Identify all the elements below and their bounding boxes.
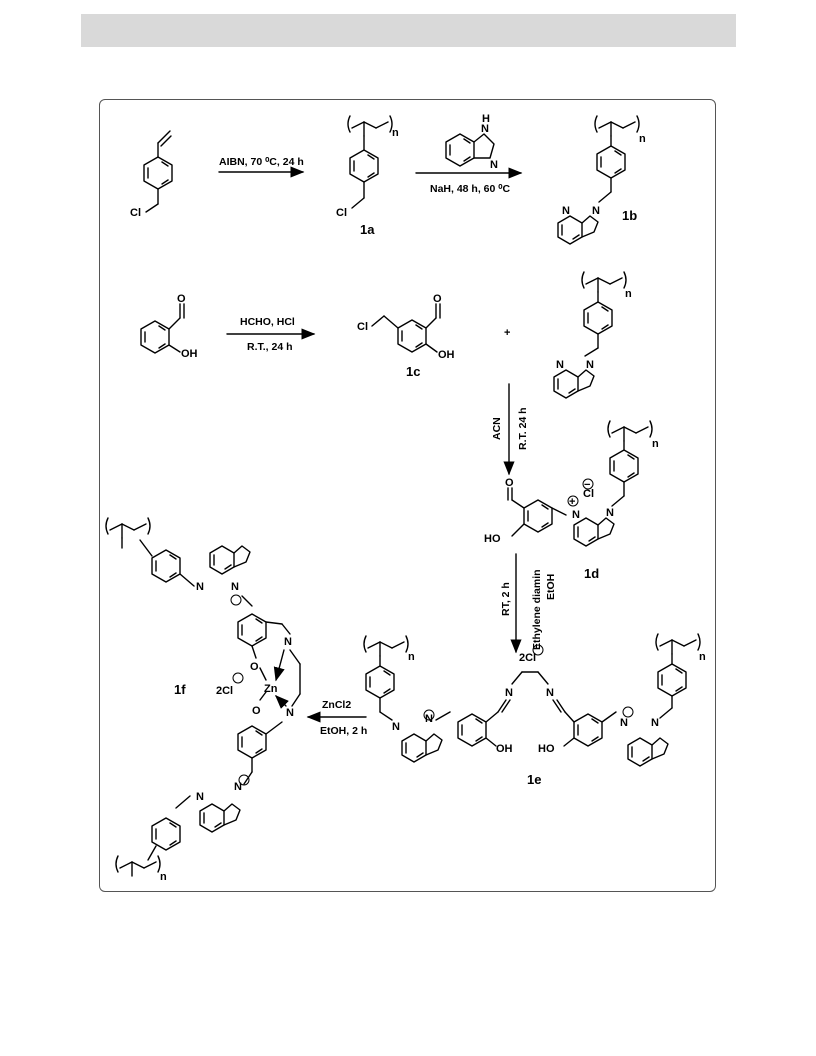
atom-oh: OH bbox=[496, 743, 513, 755]
atom-n: N bbox=[196, 791, 204, 803]
condition-step6-top: ZnCl2 bbox=[322, 699, 352, 711]
atom-n-subscript: n bbox=[625, 288, 632, 300]
atom-n: N bbox=[490, 159, 498, 171]
condition-step1: AIBN, 70 ⁰C, 24 h bbox=[219, 156, 304, 168]
condition-step4-a: ACN bbox=[491, 417, 503, 440]
atom-n-subscript: n bbox=[652, 438, 659, 450]
charge-plus-circle bbox=[231, 595, 241, 605]
atom-h: H bbox=[482, 113, 490, 125]
atom-n: N bbox=[196, 581, 204, 593]
atom-n: N bbox=[286, 707, 294, 719]
compound-label-1b: 1b bbox=[622, 208, 638, 223]
structure-1a bbox=[336, 116, 399, 237]
atom-n: N bbox=[234, 781, 242, 793]
atom-n: N bbox=[392, 721, 400, 733]
atom-n-subscript: n bbox=[392, 127, 399, 139]
atom-oh: OH bbox=[438, 349, 455, 361]
atom-n-subscript: n bbox=[160, 871, 167, 883]
atom-o: O bbox=[505, 477, 514, 489]
atom-n: N bbox=[231, 581, 239, 593]
structure-vinylbenzyl-chloride bbox=[130, 131, 172, 219]
counter-ion-cl: Cl bbox=[583, 488, 594, 500]
condition-step3-bottom: R.T., 24 h bbox=[247, 341, 293, 353]
atom-o: O bbox=[252, 705, 261, 717]
charge-plus: + bbox=[569, 496, 576, 508]
atom-n: N bbox=[606, 507, 614, 519]
structure-salicylaldehyde bbox=[141, 293, 198, 360]
counter-ion-2cl: 2Cl bbox=[519, 652, 537, 664]
compound-label-1f: 1f bbox=[174, 682, 186, 697]
atom-cl: Cl bbox=[336, 207, 347, 219]
atom-n-subscript: n bbox=[408, 651, 415, 663]
condition-step3-top: HCHO, HCl bbox=[240, 316, 295, 328]
structure-1b bbox=[558, 116, 646, 244]
atom-n-subscript: n bbox=[639, 133, 646, 145]
atom-o: O bbox=[250, 661, 259, 673]
atom-n: N bbox=[425, 713, 433, 725]
charge-minus: − bbox=[584, 479, 591, 491]
structure-1b-repeat bbox=[554, 272, 632, 398]
structure-1d bbox=[484, 421, 659, 581]
condition-step2: NaH, 48 h, 60 ⁰C bbox=[430, 183, 511, 195]
condition-step5-b: Ethylene diamin bbox=[531, 569, 543, 650]
compound-label-1e: 1e bbox=[527, 772, 542, 787]
charge-minus-circle bbox=[233, 673, 243, 683]
atom-n: N bbox=[586, 359, 594, 371]
atom-ho: HO bbox=[538, 743, 555, 755]
structure-1e bbox=[364, 634, 706, 787]
structure-1f bbox=[106, 518, 300, 883]
counter-ion-2cl: 2Cl bbox=[216, 685, 234, 697]
structure-1c bbox=[357, 293, 455, 379]
plus-sign: + bbox=[504, 327, 511, 339]
atom-o: O bbox=[433, 293, 442, 305]
structure-benzimidazole-reagent bbox=[446, 113, 498, 171]
atom-cl: Cl bbox=[357, 321, 368, 333]
condition-step5-a: RT, 2 h bbox=[500, 582, 512, 616]
atom-zn: Zn bbox=[264, 683, 278, 695]
atom-n-subscript: n bbox=[699, 651, 706, 663]
condition-step4-b: R.T. 24 h bbox=[517, 407, 529, 450]
compound-label-1d: 1d bbox=[584, 566, 600, 581]
atom-n: N bbox=[562, 205, 570, 217]
atom-ho: HO bbox=[484, 533, 501, 545]
condition-step5-c: EtOH bbox=[545, 573, 557, 600]
atom-n: N bbox=[284, 636, 292, 648]
atom-cl: Cl bbox=[130, 207, 141, 219]
atom-n: N bbox=[620, 717, 628, 729]
atom-n: N bbox=[592, 205, 600, 217]
atom-n: N bbox=[556, 359, 564, 371]
atom-oh: OH bbox=[181, 348, 198, 360]
atom-n: N bbox=[651, 717, 659, 729]
atom-n: N bbox=[505, 687, 513, 699]
atom-o: O bbox=[177, 293, 186, 305]
atom-n: N bbox=[546, 687, 554, 699]
atom-n: N bbox=[481, 123, 489, 135]
charge-plus-circle bbox=[623, 707, 633, 717]
atom-n: N bbox=[572, 509, 580, 521]
condition-step6-bottom: EtOH, 2 h bbox=[320, 725, 368, 737]
compound-label-1c: 1c bbox=[406, 364, 421, 379]
compound-label-1a: 1a bbox=[360, 222, 375, 237]
